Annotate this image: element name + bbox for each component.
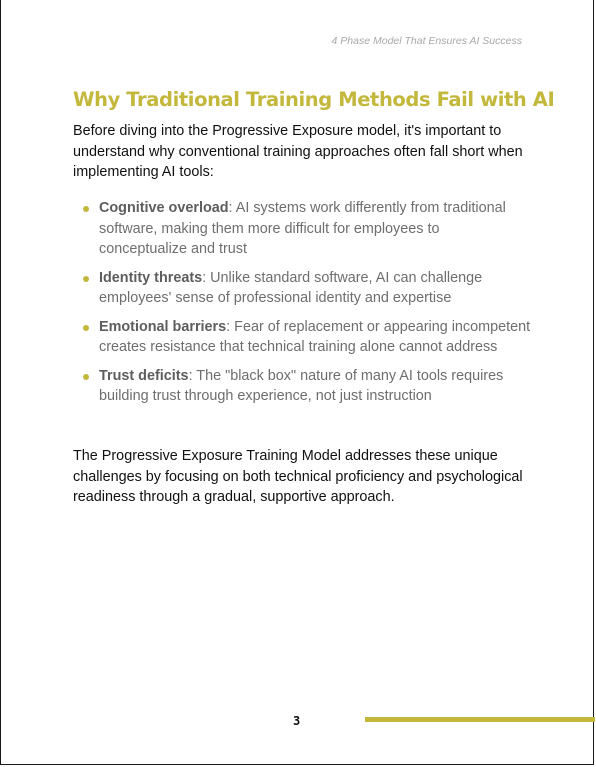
list-item (81, 366, 531, 407)
bullet-term: Trust deficits (99, 367, 189, 384)
bullet-icon (83, 276, 89, 282)
running-header: 4 Phase Model That Ensures AI Success (331, 35, 522, 47)
section-heading: Why Traditional Training Methods Fail with AI (73, 88, 555, 111)
bullet-description: : Fear of replacement or appearing incompetent creates resistance that technical training alone cannot address (99, 318, 531, 355)
page-number: 3 (293, 714, 301, 728)
bullet-term: Emotional barriers (99, 318, 227, 335)
list-item (81, 198, 531, 260)
footer-accent-rule (365, 717, 595, 722)
bullet-term: Cognitive overload (99, 200, 229, 216)
bullet-term: Identity threats (99, 269, 203, 286)
bullet-description: : AI systems work differently from traditional software, making them more difficult for employees to conceptualize and trust (99, 200, 506, 257)
bullet-icon (83, 325, 89, 331)
bullet-description: : Unlike standard software, AI can challenge employees' sense of professional identity and expertise (99, 269, 483, 306)
intro-paragraph: Before diving into the Progressive Exposure model, it's important to understand why conventional training approaches often fall short when implementing AI tools: (73, 123, 523, 180)
bullet-icon (83, 206, 89, 212)
bullet-description: : The "black box" nature of many AI tools requires building trust through experience, not just instruction (99, 367, 504, 404)
bullet-icon (83, 374, 89, 380)
closing-paragraph: The Progressive Exposure Training Model addresses these unique challenges by focusing on both technical proficiency and psychological readiness through a gradual, supportive approach. (73, 448, 523, 505)
list-item (81, 317, 531, 358)
reasons-list (81, 198, 531, 415)
list-item (81, 268, 531, 309)
